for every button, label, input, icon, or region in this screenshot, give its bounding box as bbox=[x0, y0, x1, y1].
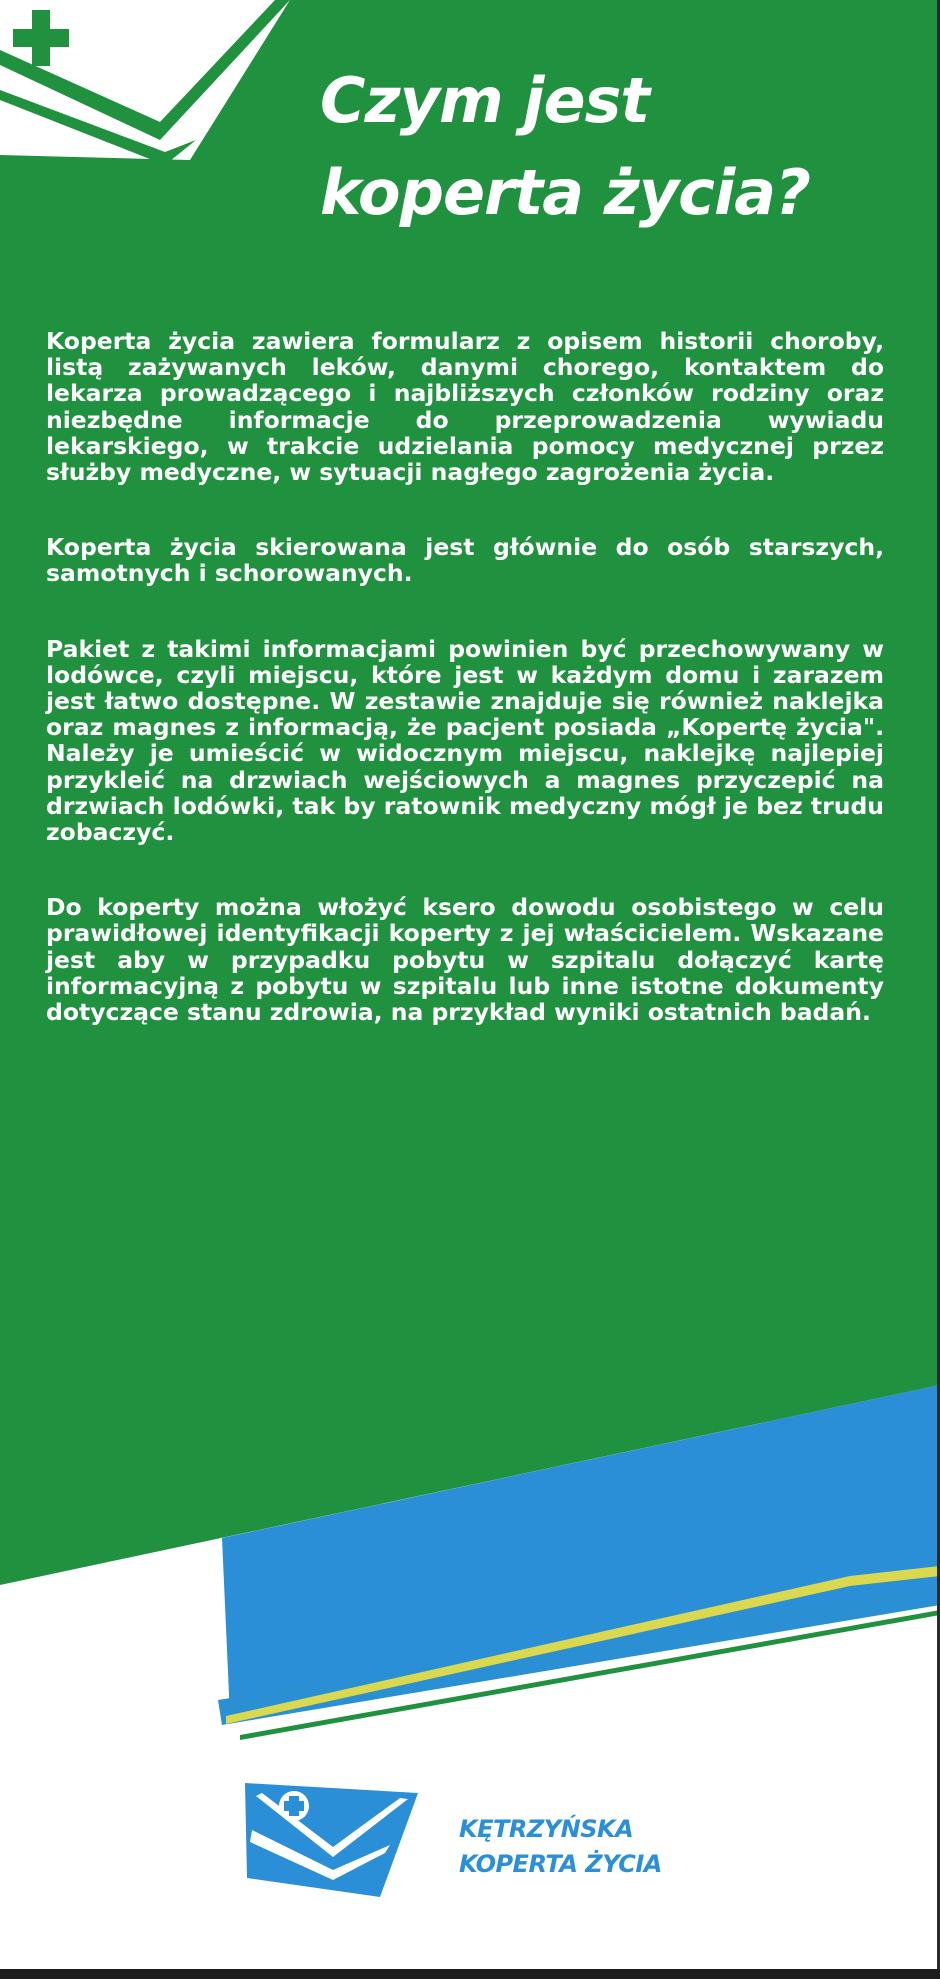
paragraph-1: Koperta życia zawiera formularz z opisem historii choroby, listą zażywanych leków, danymi chorego, kontaktem do lekarza prowadzącego i najbliższych członków rodziny oraz niezbędne informacje do przeprowadzenia wywiadu lekarskiego, w trakcie udzielania pomocy medycznej przez służby medyczne, w sytuacji nagłego zagrożenia życia. bbox=[46, 327, 884, 487]
paragraph-3: Pakiet z takimi informacjami powinien być przechowywany w lodówce, czyli miejscu, które jest w każdym domu i zarazem jest łatwo dostępne. W zestawie znajduje się również naklejka oraz magnes z informacją, że pacjent posiada „Kopertę życia". Należy je umieścić w widocznym miejscu, naklejkę najlepiej przykleić na drzwiach wejściowych a magnes przyczepić na drzwiach lodówki, tak by ratownik medyczny mógł je bez trudu zobaczyć. bbox=[46, 634, 884, 847]
title-line-2: koperta życia? bbox=[320, 156, 810, 229]
footer-logo-text bbox=[459, 1812, 662, 1882]
paragraph-2: Koperta życia skierowana jest głównie do osób starszych, samotnych i schorowanych. bbox=[46, 533, 884, 588]
page-bottom-edge bbox=[0, 1969, 940, 1979]
paragraph-4: Do koperty można włożyć ksero dowodu osobistego w celu prawidłowej identyfikacji koperty z jej właścicielem. Wskazane jest aby w przypadku pobytu w szpitalu dołączyć kartę informacyjną z pobytu w szpitalu lub inne istotne dokumenty dotyczące stanu zdrowia, na przykład wyniki ostatnich badań. bbox=[46, 893, 884, 1027]
body-text bbox=[46, 328, 884, 1074]
title-line-1: Czym jest bbox=[320, 64, 650, 137]
logo-line-1: KĘTRZYŃSKA bbox=[459, 1815, 634, 1843]
page-title bbox=[320, 55, 880, 239]
envelope-cross-icon bbox=[245, 1783, 418, 1897]
logo-line-2: KOPERTA ŻYCIA bbox=[459, 1850, 662, 1878]
